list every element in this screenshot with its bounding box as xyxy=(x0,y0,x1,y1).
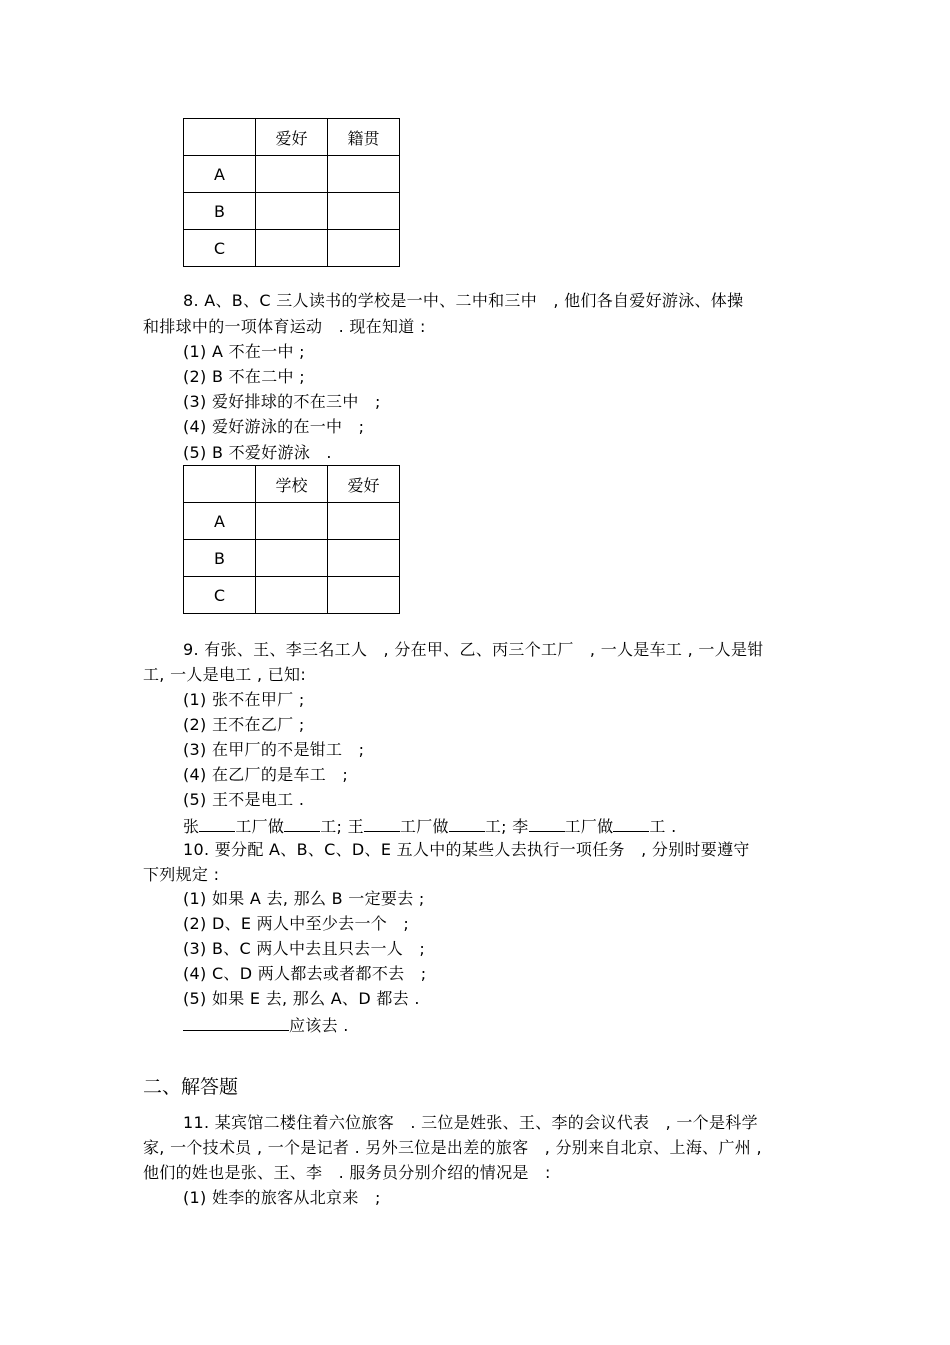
answer-text: 工厂做 xyxy=(235,817,285,836)
answer-text: 张 xyxy=(183,817,200,836)
answer-blank[interactable] xyxy=(183,1014,289,1031)
answer-blank[interactable] xyxy=(199,815,235,832)
table-row xyxy=(184,577,400,614)
q10-condition: (3) B、C 两人中去且只去一人 ; xyxy=(183,939,426,958)
row-label: B xyxy=(184,193,256,230)
q9-condition: (4) 在乙厂的是车工 ; xyxy=(183,765,349,784)
table-cell xyxy=(328,193,400,230)
answer-text: 工厂做 xyxy=(564,817,614,836)
answer-text: 工厂做 xyxy=(399,817,449,836)
q9-condition: (1) 张不在甲厂 ; xyxy=(183,690,305,709)
q11-line-3: 他们的姓也是张、王、李 . 服务员分别介绍的情况是 : xyxy=(143,1163,551,1182)
answer-blank[interactable] xyxy=(613,815,649,832)
school-hobby-table xyxy=(183,465,400,614)
table-header-row xyxy=(184,119,400,156)
table-cell xyxy=(328,540,400,577)
q10-condition: (5) 如果 E 去, 那么 A、D 都去 . xyxy=(183,989,420,1008)
table-row xyxy=(184,540,400,577)
table-header-cell xyxy=(184,466,256,503)
q11-condition: (1) 姓李的旅客从北京来 ; xyxy=(183,1188,381,1207)
table-header-row xyxy=(184,466,400,503)
q10-condition: (4) C、D 两人都去或者都不去 ; xyxy=(183,964,427,983)
table-header-cell xyxy=(184,119,256,156)
answer-text: 工; 王 xyxy=(320,817,364,836)
answer-text: 应该去 . xyxy=(289,1016,349,1035)
q9-line-1: 9. 有张、王、李三名工人 , 分在甲、乙、丙三个工厂 , 一人是车工 , 一人是钳 xyxy=(183,640,764,659)
row-label: A xyxy=(184,156,256,193)
table-cell xyxy=(328,156,400,193)
row-label: B xyxy=(184,540,256,577)
q9-answer-line xyxy=(183,815,676,837)
table-header-cell: 籍贯 xyxy=(328,119,400,156)
q8-condition: (4) 爱好游泳的在一中 ; xyxy=(183,417,365,436)
answer-blank[interactable] xyxy=(284,815,320,832)
table-header-cell: 学校 xyxy=(256,466,328,503)
table-header-cell: 爱好 xyxy=(328,466,400,503)
table-row xyxy=(184,230,400,267)
section-heading: 二、解答题 xyxy=(143,1076,239,1098)
q8-line-2: 和排球中的一项体育运动 . 现在知道 : xyxy=(143,317,426,336)
row-label: A xyxy=(184,503,256,540)
q9-condition: (2) 王不在乙厂 ; xyxy=(183,715,305,734)
q9-condition: (3) 在甲厂的不是钳工 ; xyxy=(183,740,365,759)
hobby-origin-table xyxy=(183,118,400,267)
q8-line-1: 8. A、B、C 三人读书的学校是一中、二中和三中 , 他们各自爱好游泳、体操 xyxy=(183,291,744,310)
answer-blank[interactable] xyxy=(364,815,400,832)
table-cell xyxy=(328,503,400,540)
answer-text: 工; 李 xyxy=(484,817,529,836)
table-cell xyxy=(328,577,400,614)
table-cell xyxy=(256,540,328,577)
table-row xyxy=(184,156,400,193)
q9-condition: (5) 王不是电工 . xyxy=(183,790,305,809)
q8-condition: (2) B 不在二中 ; xyxy=(183,367,305,386)
q10-line-1: 10. 要分配 A、B、C、D、E 五人中的某些人去执行一项任务 , 分别时要遵守 xyxy=(183,840,750,859)
q10-line-2: 下列规定 : xyxy=(143,865,220,884)
answer-blank[interactable] xyxy=(449,815,485,832)
answer-text: 工 . xyxy=(649,817,677,836)
table-cell xyxy=(256,156,328,193)
row-label: C xyxy=(184,577,256,614)
q10-condition: (2) D、E 两人中至少去一个 ; xyxy=(183,914,410,933)
table-cell xyxy=(256,230,328,267)
table-cell xyxy=(328,230,400,267)
table-cell xyxy=(256,193,328,230)
q9-line-2: 工, 一人是电工 , 已知: xyxy=(143,665,307,684)
q8-condition: (5) B 不爱好游泳 . xyxy=(183,443,332,462)
table-row xyxy=(184,503,400,540)
q10-condition: (1) 如果 A 去, 那么 B 一定要去 ; xyxy=(183,889,425,908)
table-row xyxy=(184,193,400,230)
q8-condition: (1) A 不在一中 ; xyxy=(183,342,305,361)
q8-condition: (3) 爱好排球的不在三中 ; xyxy=(183,392,381,411)
table-cell xyxy=(256,577,328,614)
row-label: C xyxy=(184,230,256,267)
table-header-cell: 爱好 xyxy=(256,119,328,156)
q10-answer-line xyxy=(183,1014,349,1036)
answer-blank[interactable] xyxy=(529,815,565,832)
q11-line-2: 家, 一个技术员 , 一个是记者 . 另外三位是出差的旅客 , 分别来自北京、上海、广州 , xyxy=(143,1138,762,1157)
q11-line-1: 11. 某宾馆二楼住着六位旅客 . 三位是姓张、王、李的会议代表 , 一个是科学 xyxy=(183,1113,758,1132)
table-cell xyxy=(256,503,328,540)
